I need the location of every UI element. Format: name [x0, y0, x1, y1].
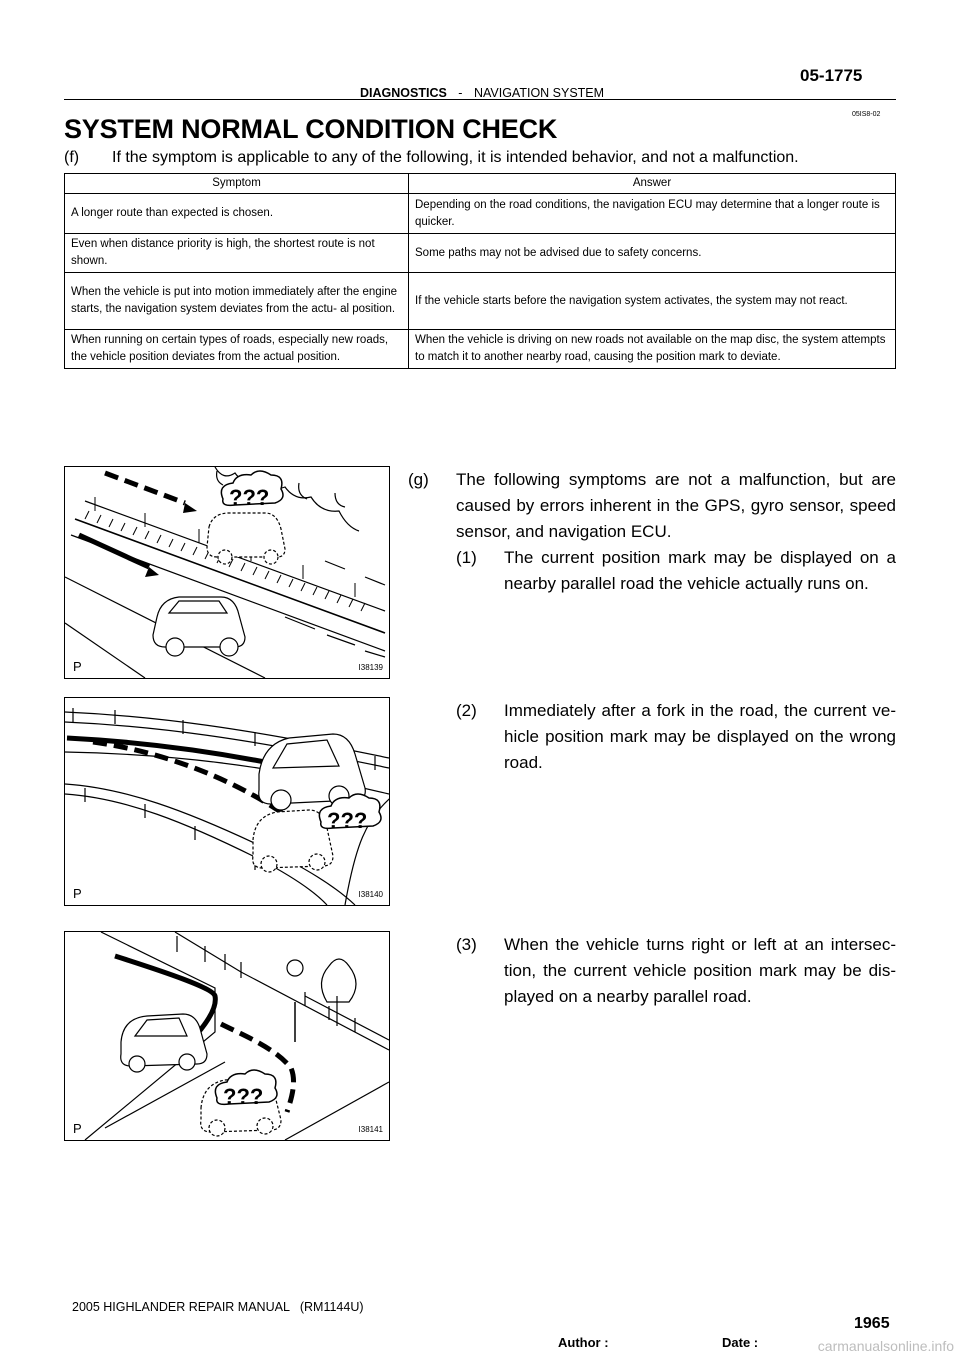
intersection-illustration	[65, 932, 389, 1140]
answer-cell: Depending on the road conditions, the navigation ECU may determine that a longer route is quicker.	[409, 194, 896, 234]
item-text: Immediately after a fork in the road, the current ve- hicle position mark may be displayed on the wrong road.	[504, 701, 896, 772]
question-bubble: ???	[223, 1084, 264, 1109]
intro-paragraph	[64, 149, 799, 167]
section-g	[408, 467, 896, 597]
figure-p-label: P	[73, 886, 82, 901]
page-title: SYSTEM NORMAL CONDITION CHECK	[64, 114, 558, 144]
figure-id: I38139	[358, 663, 383, 672]
page-code: 05-1775	[800, 66, 863, 85]
parallel-road-illustration	[65, 467, 389, 678]
section-name: DIAGNOSTICS	[360, 86, 447, 100]
figure-p-label: P	[73, 1121, 82, 1136]
footer-author-label: Author :	[558, 1335, 609, 1350]
item-text: The current position mark may be displayed on a nearby parallel road the vehicle actually runs on.	[504, 548, 896, 593]
figure-parallel-road	[64, 466, 390, 679]
figure-intersection	[64, 931, 390, 1141]
symptom-cell: When running on certain types of roads, especially new roads, the vehicle position deviates from the actual position.	[65, 330, 409, 369]
symptom-cell: When the vehicle is put into motion immediately after the engine starts, the navigation system deviates from the actu- al position.	[65, 273, 409, 330]
table-row	[65, 194, 896, 234]
section-g-text: The following symptoms are not a malfunction, but are caused by errors inherent in the GPS, gyro sensor, speed sensor, and navigation ECU.	[456, 470, 896, 541]
header-answer: Answer	[409, 174, 896, 194]
section-g-label: (g)	[408, 470, 429, 489]
header-section	[360, 86, 604, 100]
header-separator: -	[458, 86, 463, 100]
answer-cell: When the vehicle is driving on new roads not available on the map disc, the system attempts to match it to another nearby road, causing the position mark to deviate.	[409, 330, 896, 369]
section-g-item-2	[408, 698, 896, 776]
item-label: (1)	[456, 548, 477, 567]
question-bubble: ???	[229, 485, 270, 510]
section-g-item-3	[408, 932, 896, 1010]
intro-label: (f)	[64, 149, 80, 166]
symptom-cell: Even when distance priority is high, the shortest route is not shown.	[65, 234, 409, 273]
doc-code: 05IS8-02	[852, 111, 881, 118]
answer-cell: Some paths may not be advised due to safety concerns.	[409, 234, 896, 273]
footer-manual: 2005 HIGHLANDER REPAIR MANUAL (RM1144U)	[72, 1300, 364, 1314]
figure-p-label: P	[73, 659, 82, 674]
table-header-row	[65, 174, 896, 194]
table-row	[65, 330, 896, 369]
item-label: (3)	[456, 935, 477, 954]
footer-date-label: Date :	[722, 1335, 759, 1350]
footer-page-number: 1965	[854, 1315, 890, 1332]
subsection-name: NAVIGATION SYSTEM	[473, 86, 605, 100]
answer-cell: If the vehicle starts before the navigation system activates, the system may not react.	[409, 273, 896, 330]
symptom-table	[64, 173, 896, 369]
figure-id: I38141	[358, 1125, 383, 1134]
figure-fork-road	[64, 697, 390, 906]
item-label: (2)	[456, 701, 477, 720]
figure-id: I38140	[358, 890, 383, 899]
symptom-cell: A longer route than expected is chosen.	[65, 194, 409, 234]
header-symptom: Symptom	[65, 174, 409, 194]
watermark: carmanualsonline.info	[817, 1338, 954, 1354]
fork-road-illustration	[65, 698, 389, 905]
table-row	[65, 234, 896, 273]
header-rule	[64, 99, 896, 100]
table-row	[65, 273, 896, 330]
item-text: When the vehicle turns right or left at an intersec- tion, the current vehicle position mark may be dis- played on a nearby parallel road.	[504, 935, 896, 1006]
intro-text: If the symptom is applicable to any of the following, it is intended behavior, and not a malfunction.	[112, 149, 799, 166]
question-bubble: ???	[327, 808, 368, 833]
